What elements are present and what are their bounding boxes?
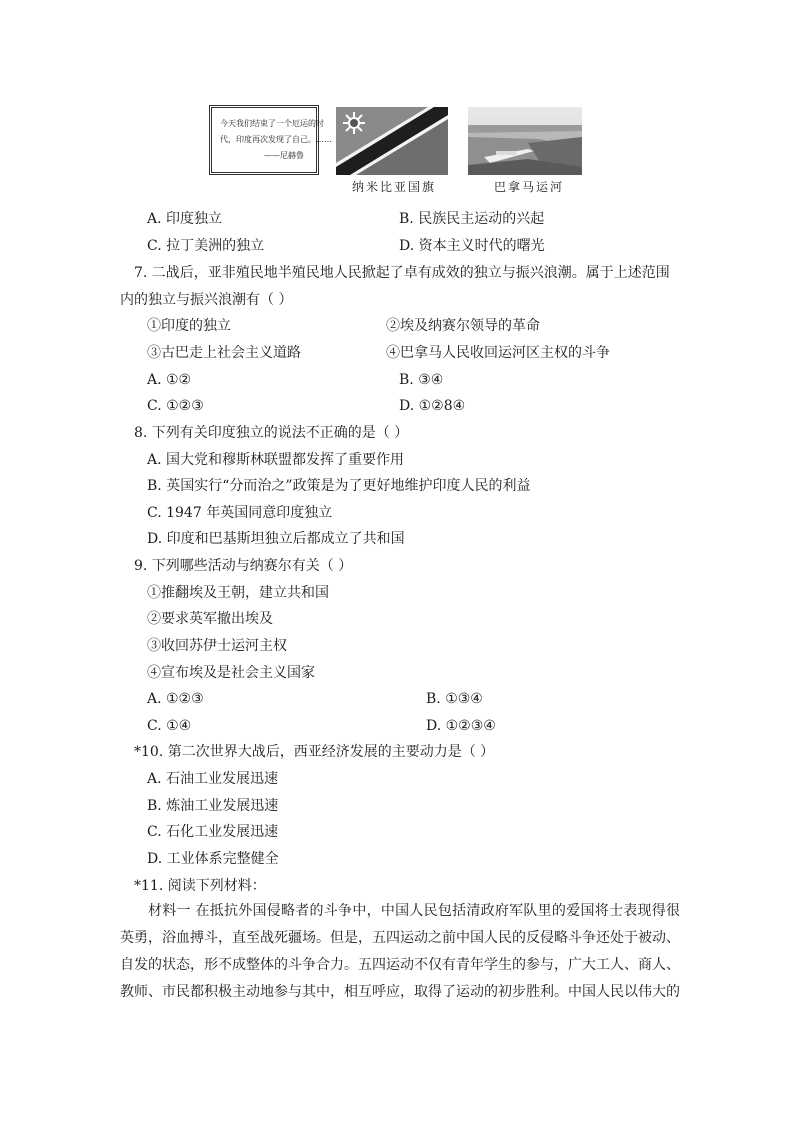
quote-attribution: ——尼赫鲁 (264, 151, 304, 160)
q9-option-d: D. ①②③④ (426, 718, 496, 734)
q7-option-b: B. ③④ (399, 372, 444, 388)
quote-line-1: 今天我们结束了一个厄运的时 (220, 119, 324, 128)
q6-option-a: A. 印度独立 (147, 211, 223, 227)
q11-material-1: 材料一 在抵抗外国侵略者的斗争中，中国人民包括清政府军队里的爱国将士表现得很英勇，浴血搏斗，直至战死疆场。但是，五四运动之前中国人民的反侵略斗争还处于被动、自发的状态，形不成整体的斗争合力。五四运动不仅有青年学生的参与，广大工人、商人、教师、市民都积极主动地参与其中，相互呼应，取得了运动的初步胜利。中国人民以伟大的 (120, 903, 680, 1000)
q7-stem-line-1: 7. 二战后，亚非殖民地半殖民地人民掀起了卓有成效的独立与振兴浪潮。属于上述范围 (134, 265, 670, 281)
q7-item-3: ③古巴走上社会主义道路 (147, 345, 301, 361)
q8-option-d: D. 印度和巴基斯坦独立后都成立了共和国 (147, 531, 405, 547)
q8-option-c: C. 1947 年英国同意印度独立 (147, 505, 333, 521)
q7-option-d: D. ①②8④ (399, 398, 466, 414)
quote-line-2: 代，印度再次发现了自己。…… (220, 135, 332, 144)
q10-option-d: D. 工业体系完整健全 (147, 851, 279, 867)
q10-stem: *10. 第二次世界大战后，西亚经济发展的主要动力是（ ） (134, 744, 495, 760)
q8-stem: 8. 下列有关印度独立的说法不正确的是（ ） (134, 425, 409, 441)
q7-option-c: C. ①②③ (147, 398, 204, 414)
q6-option-b: B. 民族民主运动的兴起 (399, 211, 545, 227)
q9-stem: 9. 下列哪些活动与纳赛尔有关（ ） (134, 558, 353, 574)
q10-option-c: C. 石化工业发展迅速 (147, 824, 279, 840)
panama-canal-image (468, 107, 582, 175)
q9-item-3: ③收回苏伊士运河主权 (147, 638, 287, 654)
flag-caption: 纳米比亚国旗 (352, 180, 437, 194)
q10-option-a: A. 石油工业发展迅速 (147, 771, 279, 787)
namibia-flag-image (336, 107, 448, 175)
nehru-quote-image (209, 105, 332, 175)
q8-option-a: A. 国大党和穆斯林联盟都发挥了重要作用 (147, 452, 405, 468)
q9-item-1: ①推翻埃及王朝，建立共和国 (147, 585, 329, 601)
q10-option-b: B. 炼油工业发展迅速 (147, 798, 279, 814)
canal-caption: 巴拿马运河 (494, 180, 565, 194)
q9-option-c: C. ①④ (147, 718, 192, 734)
q9-item-4: ④宣布埃及是社会主义国家 (147, 665, 315, 681)
q9-option-b: B. ①③④ (426, 691, 483, 707)
q6-option-c: C. 拉丁美洲的独立 (147, 238, 265, 254)
q7-item-2: ②埃及纳赛尔领导的革命 (386, 318, 540, 334)
q11-stem: *11. 阅读下列材料： (134, 878, 266, 894)
q7-stem-line-2: 内的独立与振兴浪潮有（ ） (120, 292, 293, 308)
q9-item-2: ②要求英军撤出埃及 (147, 611, 273, 627)
q8-option-b: B. 英国实行“分而治之”政策是为了更好地维护印度人民的利益 (147, 478, 531, 494)
q7-item-4: ④巴拿马人民收回运河区主权的斗争 (386, 345, 610, 361)
q7-option-a: A. ①② (147, 372, 192, 388)
q9-option-a: A. ①②③ (147, 691, 204, 707)
q6-option-d: D. 资本主义时代的曙光 (399, 238, 545, 254)
q7-item-1: ①印度的独立 (147, 318, 231, 334)
